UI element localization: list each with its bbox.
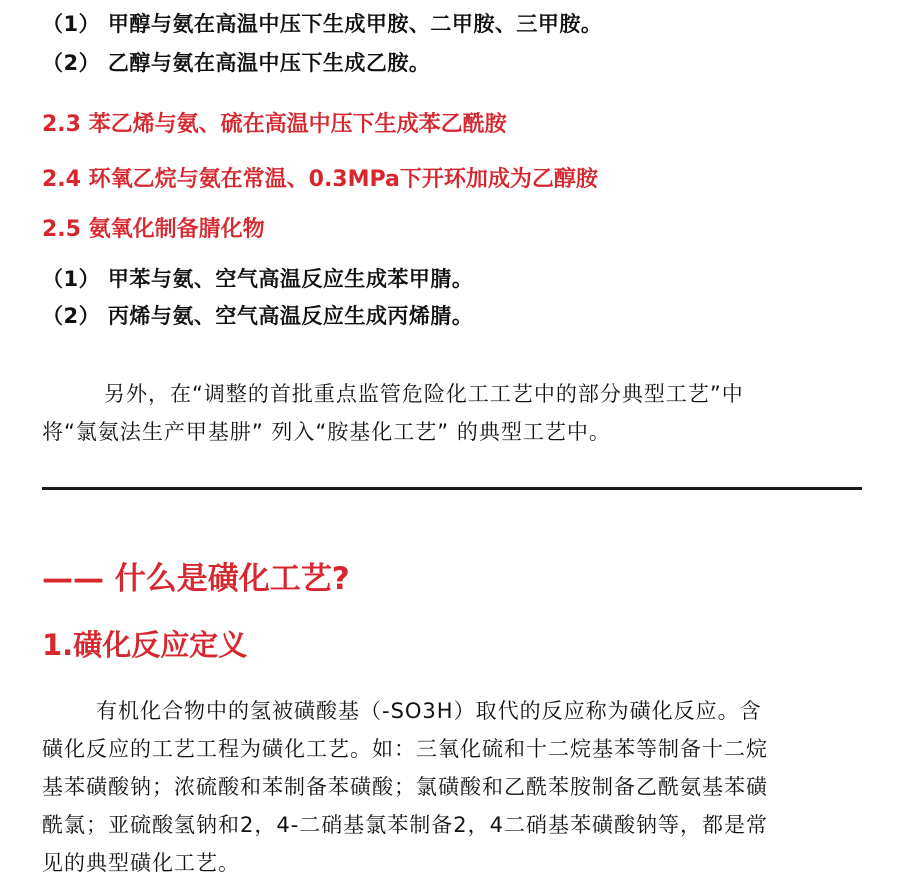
paragraph-line: 有机化合物中的氢被磺酸基（-SO3H）取代的反应称为磺化反应。含 bbox=[96, 699, 762, 723]
paragraph-line: 酰氯；亚硫酸氢钠和2，4-二硝基氯苯制备2，4二硝基苯磺酸钠等，都是常 bbox=[42, 813, 769, 837]
list-item: （1） 甲醇与氨在高温中压下生成甲胺、二甲胺、三甲胺。 bbox=[42, 12, 603, 36]
list-item: （2） 丙烯与氨、空气高温反应生成丙烯腈。 bbox=[42, 304, 474, 328]
section-heading: 2.4 环氧乙烷与氨在常温、0.3MPa下开环加成为乙醇胺 bbox=[42, 167, 598, 192]
section-heading: 2.3 苯乙烯与氨、硫在高温中压下生成苯乙酰胺 bbox=[42, 112, 507, 137]
list-item: （2） 乙醇与氨在高温中压下生成乙胺。 bbox=[42, 51, 431, 75]
section-heading: 2.5 氨氧化制备腈化物 bbox=[42, 217, 265, 242]
list-item: （1） 甲苯与氨、空气高温反应生成苯甲腈。 bbox=[42, 267, 474, 291]
paragraph-line: 见的典型磺化工艺。 bbox=[42, 851, 240, 875]
paragraph-line: 基苯磺酸钠；浓硫酸和苯制备苯磺酸；氯磺酸和乙酰苯胺制备乙酰氨基苯磺 bbox=[42, 775, 768, 799]
sub-title: 1.磺化反应定义 bbox=[42, 628, 248, 662]
section-title: —— 什么是磺化工艺? bbox=[42, 561, 350, 597]
paragraph-line: 将“氯氨法生产甲基肼” 列入“胺基化工艺” 的典型工艺中。 bbox=[42, 420, 611, 444]
divider bbox=[42, 487, 862, 490]
paragraph-line: 另外，在“调整的首批重点监管危险化工工艺中的部分典型工艺”中 bbox=[104, 382, 744, 406]
paragraph-line: 磺化反应的工艺工程为磺化工艺。如：三氧化硫和十二烷基苯等制备十二烷 bbox=[42, 737, 768, 761]
